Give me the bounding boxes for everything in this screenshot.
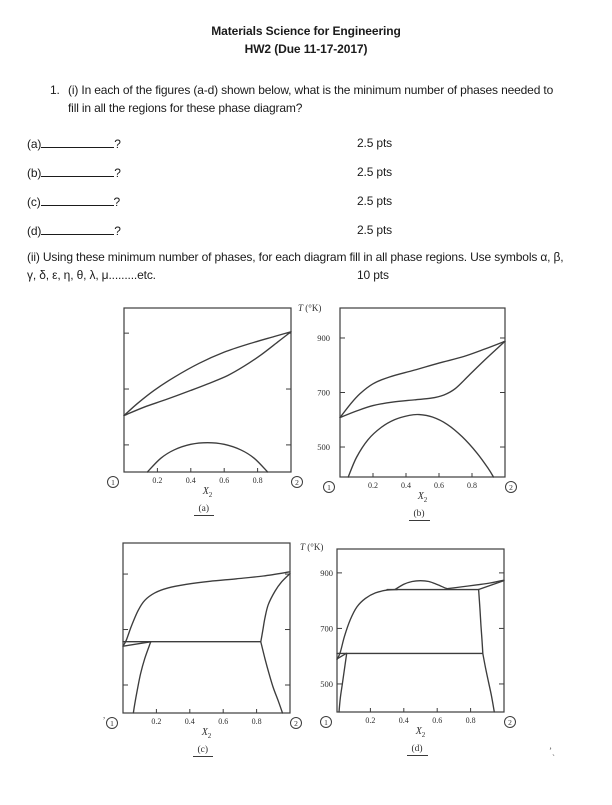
curve-miscibility-dome xyxy=(147,443,267,472)
figure-c xyxy=(98,535,312,770)
x-axis-label-d: $X_2$ xyxy=(415,726,426,739)
svg-text:1: 1 xyxy=(111,477,115,487)
points-label-d: 2.5 pts xyxy=(357,223,392,237)
curve-flat-to-corner xyxy=(479,581,504,590)
figure-caption-a: (a) xyxy=(194,504,215,516)
svg-text:0.6: 0.6 xyxy=(432,716,443,725)
curve-right-solidus xyxy=(261,574,290,642)
answer-blank-line-b xyxy=(41,165,114,177)
temperature-axis-label: T (°K) xyxy=(300,542,324,552)
answer-label-d: (d) xyxy=(27,224,42,238)
figure-d xyxy=(296,536,518,771)
curve-right-liquidus xyxy=(447,580,504,589)
svg-text:500: 500 xyxy=(320,678,333,689)
plot-frame xyxy=(340,308,505,477)
svg-text:0.8: 0.8 xyxy=(467,481,477,490)
curve-congruent-dome xyxy=(395,581,449,590)
temperature-axis-label: T (°K) xyxy=(298,303,322,313)
points-label-b: 2.5 pts xyxy=(357,165,392,179)
x-axis-label-a: $X_2$ xyxy=(202,486,213,499)
svg-text:2: 2 xyxy=(508,717,512,727)
curve-liquidus xyxy=(340,341,505,417)
question-part-ii-line-1: (ii) Using these minimum number of phases, for each diagram fill in all phase regions. Use symbols α, β, xyxy=(27,250,564,264)
svg-text:0.8: 0.8 xyxy=(252,476,263,485)
svg-text:1: 1 xyxy=(324,717,328,727)
question-mark-a: ? xyxy=(114,137,121,151)
svg-text:0.8: 0.8 xyxy=(465,716,476,725)
answer-blank-line-a xyxy=(41,136,114,148)
doc-subtitle: HW2 (Due 11-17-2017) xyxy=(244,42,368,56)
answer-blank-line-c xyxy=(41,194,114,206)
answer-label-a: (a) xyxy=(27,137,42,151)
svg-text:0.6: 0.6 xyxy=(219,476,230,485)
svg-text:0.4: 0.4 xyxy=(184,717,195,726)
answer-row-d xyxy=(27,223,587,239)
svg-text:0.4: 0.4 xyxy=(398,716,409,725)
phase-diagram-b xyxy=(296,298,518,530)
question-mark-c: ? xyxy=(113,195,121,209)
curve-left-solvus xyxy=(339,653,347,712)
points-label-c: 2.5 pts xyxy=(357,194,392,208)
x-axis-label-c: $X_2$ xyxy=(201,727,212,740)
svg-text:2: 2 xyxy=(509,482,513,492)
part-ii-symbols: γ, δ, ε, η, θ, λ, μ.........etc. xyxy=(27,268,156,282)
figure-a xyxy=(100,298,312,528)
answer-label-b: (b) xyxy=(27,166,42,180)
scan-artifact-comma: , xyxy=(103,710,106,720)
question-mark-b: ? xyxy=(114,166,121,180)
plot-frame xyxy=(124,308,291,472)
svg-text:2: 2 xyxy=(294,718,298,728)
figure-caption-c: (c) xyxy=(193,745,214,757)
doc-title: Materials Science for Engineering xyxy=(211,24,401,38)
svg-text:700: 700 xyxy=(317,387,330,398)
answer-label-c: (c) xyxy=(27,195,41,209)
svg-text:500: 500 xyxy=(317,442,330,453)
points-label-part-ii: 10 pts xyxy=(357,268,389,282)
svg-text:900: 900 xyxy=(320,567,333,578)
curve-left-solvus xyxy=(133,642,150,713)
svg-text:0.2: 0.2 xyxy=(151,717,162,726)
svg-text:0.4: 0.4 xyxy=(401,481,411,490)
figure-caption-d: (d) xyxy=(407,744,428,756)
answer-blank-line-d xyxy=(41,223,114,235)
curve-liquidus xyxy=(124,332,291,416)
svg-text:0.2: 0.2 xyxy=(368,481,378,490)
plot-frame xyxy=(337,549,504,712)
svg-text:0.2: 0.2 xyxy=(152,476,163,485)
svg-text:0.6: 0.6 xyxy=(434,481,444,490)
curve-solidus xyxy=(340,341,505,417)
question-number: 1. xyxy=(50,83,60,97)
curve-right-solvus xyxy=(483,653,495,712)
curve-solidus xyxy=(124,332,291,416)
curve-left-liquidus xyxy=(337,590,397,660)
answer-row-c xyxy=(27,194,587,210)
curve-miscibility-dome xyxy=(348,414,493,477)
question-part-i-line-2: fill in all the regions for these phase diagram? xyxy=(68,101,303,115)
svg-text:700: 700 xyxy=(320,623,333,634)
svg-text:1: 1 xyxy=(110,718,114,728)
svg-text:900: 900 xyxy=(317,332,330,343)
x-axis-label-b: $X_2$ xyxy=(417,491,428,504)
svg-text:0.6: 0.6 xyxy=(218,717,229,726)
svg-text:0.8: 0.8 xyxy=(251,717,262,726)
svg-text:1: 1 xyxy=(327,482,331,492)
curve-mid-right-solvus xyxy=(479,590,483,653)
question-part-i-line-1: (i) In each of the figures (a-d) shown below, what is the minimum number of phases needed to xyxy=(68,83,554,97)
figure-b xyxy=(296,298,518,530)
svg-text:2: 2 xyxy=(295,477,299,487)
curve-right-solvus xyxy=(261,642,283,713)
question-part-ii-line-2 xyxy=(27,268,389,282)
figure-caption-b: (b) xyxy=(409,509,430,521)
points-label-a: 2.5 pts xyxy=(357,136,392,150)
svg-text:0.2: 0.2 xyxy=(365,716,376,725)
svg-text:0.4: 0.4 xyxy=(185,476,196,485)
question-mark-d: ? xyxy=(114,224,121,238)
plot-frame xyxy=(123,543,290,713)
answer-row-a xyxy=(27,136,587,152)
answer-row-b xyxy=(27,165,587,181)
curve-liquidus xyxy=(123,572,290,646)
scan-artifact-mark: ’ˎ xyxy=(549,746,555,756)
